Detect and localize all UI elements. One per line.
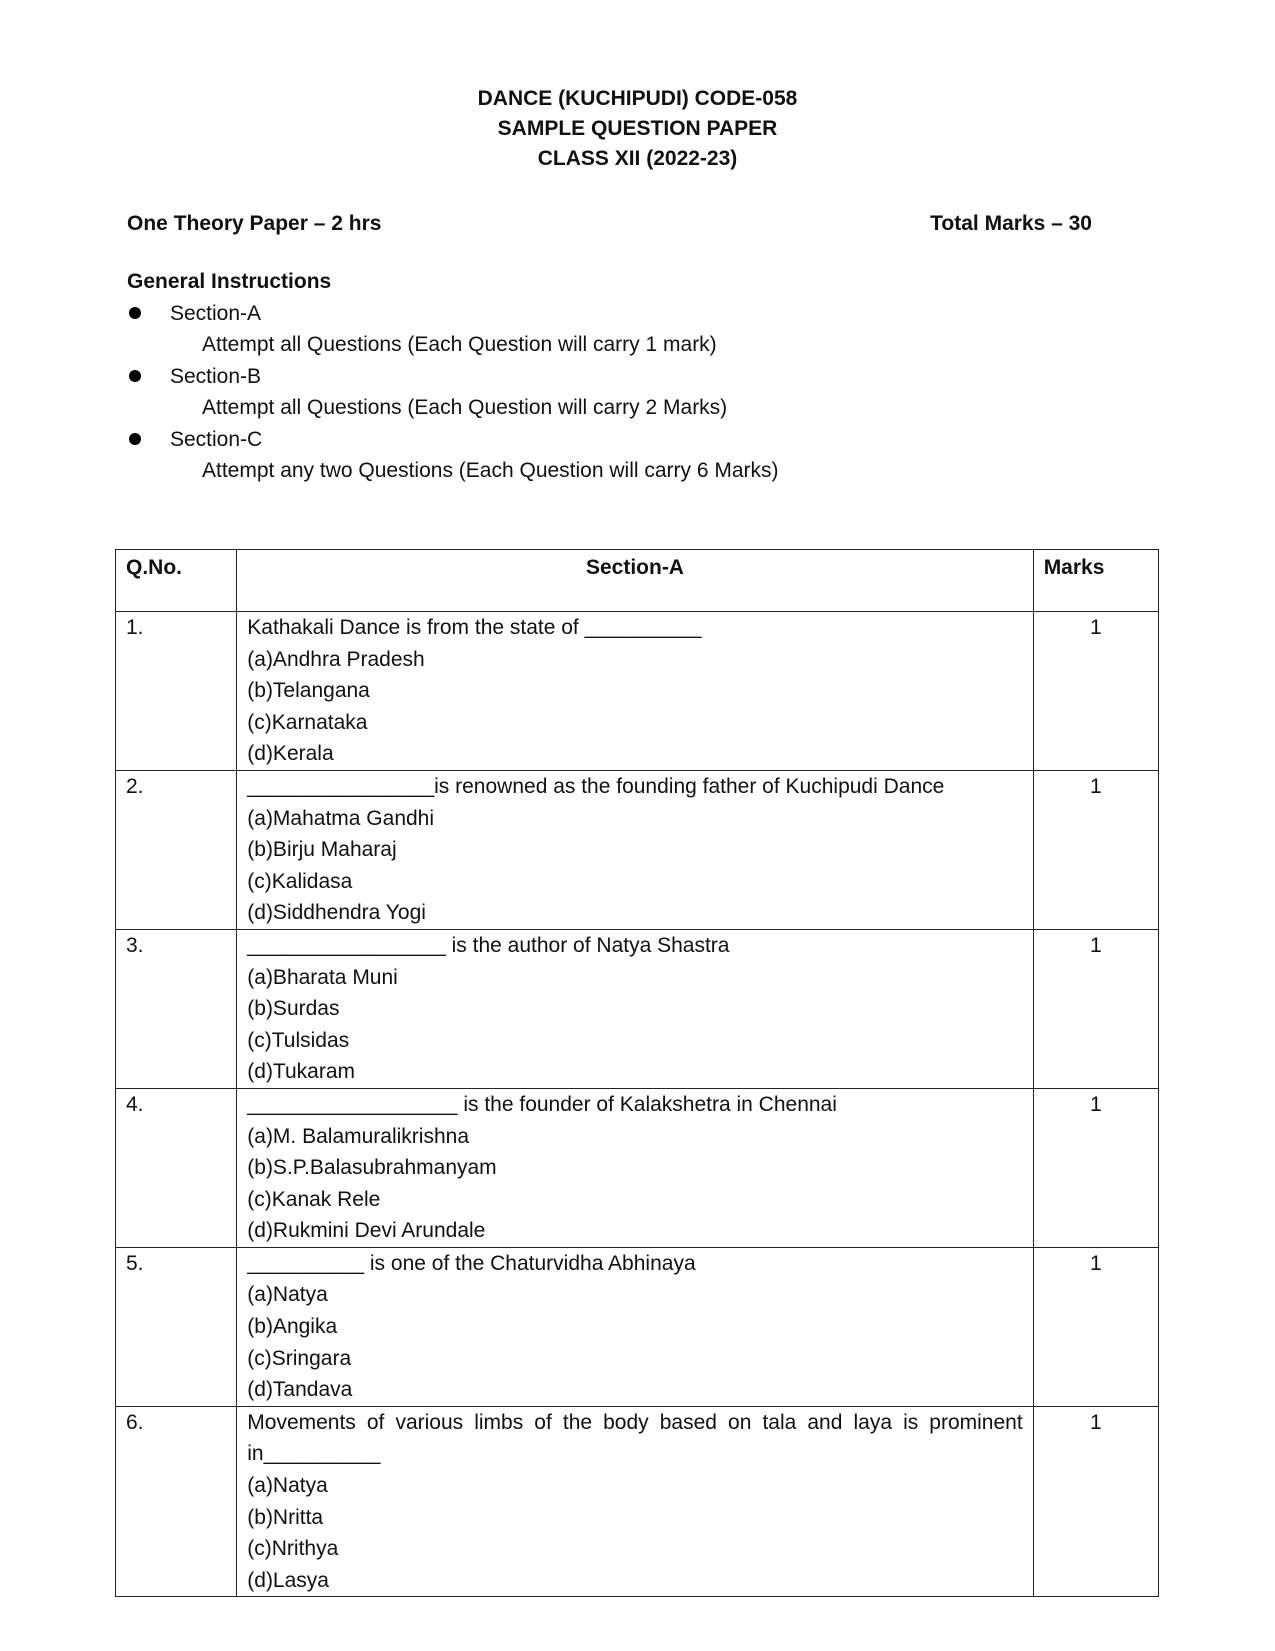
header-section: Section-A	[237, 550, 1033, 612]
question-cell	[237, 929, 1033, 1088]
option-b: (b)Angika	[247, 1315, 338, 1339]
table-row	[116, 1406, 1159, 1597]
paper-title-block	[0, 84, 1275, 174]
instruction-section: Section-A	[170, 301, 262, 325]
option-d: (d)Siddhendra Yogi	[247, 901, 426, 925]
instruction-item	[127, 424, 1027, 487]
question-text: Movements of various limbs of the body based on tala and laya is prominent in__________	[247, 1410, 1023, 1466]
option-a: (a)Natya	[247, 1474, 328, 1498]
header-qno: Q.No.	[116, 550, 237, 612]
bullet-icon	[129, 433, 141, 445]
table-row	[116, 1088, 1159, 1247]
question-text: _________________ is the author of Natya Shastra	[247, 933, 730, 957]
option-b: (b)Surdas	[247, 997, 340, 1021]
question-marks: 1	[1033, 1406, 1158, 1597]
question-marks: 1	[1033, 770, 1158, 929]
question-text: ________________is renowned as the founding father of Kuchipudi Dance	[247, 774, 945, 798]
question-number: 4.	[116, 1088, 237, 1247]
option-d: (d)Rukmini Devi Arundale	[247, 1219, 486, 1243]
paper-meta-row	[127, 212, 1092, 236]
instruction-section: Section-C	[170, 427, 263, 451]
option-a: (a)Andhra Pradesh	[247, 647, 425, 671]
option-d: (d)Tukaram	[247, 1060, 356, 1084]
option-c: (c)Karnataka	[247, 710, 368, 734]
option-b: (b)Nritta	[247, 1505, 324, 1529]
general-instructions	[127, 266, 1027, 487]
question-cell	[237, 1088, 1033, 1247]
question-number: 2.	[116, 770, 237, 929]
question-marks: 1	[1033, 612, 1158, 771]
question-marks: 1	[1033, 929, 1158, 1088]
instructions-heading: General Instructions	[127, 270, 332, 293]
instruction-item	[127, 361, 1027, 424]
question-number: 3.	[116, 929, 237, 1088]
instruction-detail: Attempt all Questions (Each Question will carry 2 Marks)	[202, 396, 728, 419]
question-marks: 1	[1033, 1247, 1158, 1406]
option-a: (a)Bharata Muni	[247, 965, 398, 989]
question-text: Kathakali Dance is from the state of __________	[247, 616, 702, 639]
question-number: 1.	[116, 612, 237, 771]
question-cell	[237, 770, 1033, 929]
instruction-detail: Attempt any two Questions (Each Question will carry 6 Marks)	[202, 459, 779, 482]
question-text: __________________ is the founder of Kalakshetra in Chennai	[247, 1092, 837, 1116]
table-header-row	[116, 550, 1159, 612]
bullet-icon	[129, 370, 141, 382]
question-cell	[237, 1406, 1033, 1597]
subject-code-title: DANCE (KUCHIPUDI) CODE-058	[477, 87, 798, 110]
option-d: (d)Lasya	[247, 1568, 329, 1592]
bullet-icon	[129, 307, 141, 319]
question-number: 5.	[116, 1247, 237, 1406]
table-row	[116, 612, 1159, 771]
question-cell	[237, 1247, 1033, 1406]
paper-type-title: SAMPLE QUESTION PAPER	[497, 117, 778, 140]
paper-duration: One Theory Paper – 2 hrs	[127, 212, 382, 235]
header-marks: Marks	[1033, 550, 1158, 612]
instruction-detail: Attempt all Questions (Each Question will carry 1 mark)	[202, 333, 717, 356]
option-d: (d)Kerala	[247, 742, 334, 766]
question-number: 6.	[116, 1406, 237, 1597]
option-c: (c)Nrithya	[247, 1537, 339, 1561]
question-text: __________ is one of the Chaturvidha Abhinaya	[247, 1251, 696, 1275]
question-table	[115, 549, 1159, 1597]
option-a: (a)Mahatma Gandhi	[247, 806, 435, 830]
option-b: (b)Birju Maharaj	[247, 838, 397, 862]
option-c: (c)Kanak Rele	[247, 1187, 381, 1211]
option-c: (c)Kalidasa	[247, 869, 353, 893]
question-cell	[237, 612, 1033, 771]
table-row	[116, 1247, 1159, 1406]
instruction-item	[127, 298, 1027, 361]
table-row	[116, 929, 1159, 1088]
class-year-title: CLASS XII (2022-23)	[537, 147, 738, 170]
option-c: (c)Tulsidas	[247, 1028, 350, 1052]
option-c: (c)Sringara	[247, 1346, 352, 1370]
option-d: (d)Tandava	[247, 1378, 353, 1402]
option-b: (b)Telangana	[247, 679, 370, 703]
option-a: (a)Natya	[247, 1283, 328, 1307]
option-a: (a)M. Balamuralikrishna	[247, 1124, 469, 1148]
table-row	[116, 770, 1159, 929]
option-b: (b)S.P.Balasubrahmanyam	[247, 1156, 497, 1180]
instruction-section: Section-B	[170, 364, 262, 388]
question-marks: 1	[1033, 1088, 1158, 1247]
total-marks: Total Marks – 30	[930, 212, 1092, 235]
